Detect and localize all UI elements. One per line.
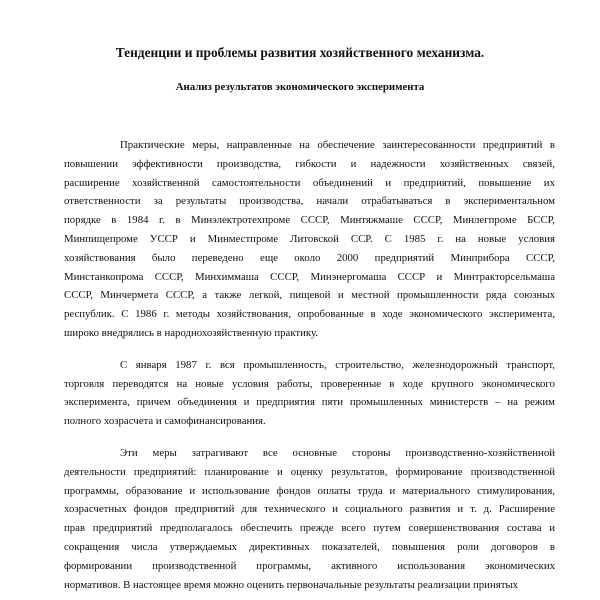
paragraph-line: Практические меры, направленные на обеспечение заинтересованности предприятий в (120, 139, 555, 151)
paragraph-line: С января 1987 г. вся промышленность, строительство, железнодорожный транспорт, (120, 358, 555, 371)
paragraph-line: программы, образование и использование фондов оплаты труда и материального стимулирования, (64, 484, 555, 497)
paragraph-line: сокращения числа утверждаемых директивных показателей, повышения роли договоров в (64, 540, 555, 553)
paragraph-line: полного хозрасчета и самофинансирования. (64, 415, 266, 428)
paragraph-line: Минстанкопрома СССР, Минхиммаша СССР, Минэнергомаша СССР и Минтракторсельмаша (64, 270, 555, 283)
paragraph-line: порядке в 1984 г. в Минэлектротехпроме СССР, Минтяжмаше СССР, Минлегпроме БССР, (64, 214, 555, 227)
paragraph-line: республик. С 1986 г. методы хозяйствования, опробованные в ходе экономического эксперимента, (64, 308, 555, 321)
document-subtitle: Анализ результатов экономического эксперимента (175, 81, 425, 93)
document-title: Тенденции и проблемы развития хозяйственного механизма. (115, 45, 485, 60)
paragraph-line: широко внедрялись в народнохозяйственную практику. (64, 326, 319, 339)
paragraph-line: хозрасчетных фондов предприятий для технического и социального развития и т. д. Расширение (64, 503, 555, 516)
document-body (64, 136, 555, 600)
paragraph-line: Эти меры затрагивают все основные стороны производственно-хозяйственной (120, 446, 555, 459)
paragraph-line: ответственности за результаты производства, начали отрабатываться в экспериментальном (64, 195, 555, 208)
paragraph-line: нормативов. В настоящее время можно оценить первоначальные результаты реализации принятых (64, 578, 519, 591)
paragraph-line: повышении эффективности производства, гибкости и надежности хозяйственных связей, (64, 157, 555, 170)
paragraph-line: СССР, Минчермета СССР, а также легкой, пищевой и местной промышленности ряда союзных (64, 289, 555, 302)
paragraph-line: торговля переводятся на новые условия работы, проверенные в ходе крупного экономического (64, 377, 555, 390)
paragraph-line: формировании производственной программы, активного использования экономических (64, 559, 555, 572)
paragraph (64, 444, 555, 594)
paragraph-line: деятельности предприятий: планирование и оценку результатов, формирование производственной (64, 465, 555, 478)
paragraph-line: Минпищепроме УССР и Минместпроме Литовской ССР. С 1985 г. на новые условия (64, 232, 555, 245)
paragraph-line: расширение хозяйственной самостоятельности объединений и предприятий, повышение их (64, 176, 555, 189)
paragraph (64, 356, 555, 431)
paragraph-line: эксперимента, причем объединения и предприятия пяти промышленных министерств – на режим (64, 396, 555, 409)
paragraph-line: хозяйствования было переведено еще около 2000 предприятий Минприбора СССР, (64, 251, 555, 264)
paragraph-line: прав предприятий предполагалось обеспечить прежде всего путем совершенствования состава и (64, 522, 555, 535)
paragraph (64, 136, 555, 343)
